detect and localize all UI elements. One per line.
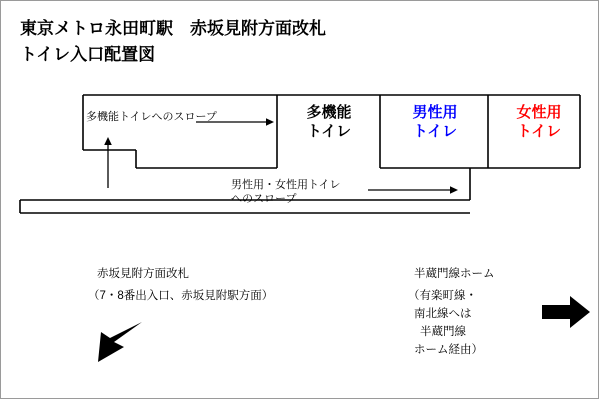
room-label-mens-line1: 男性用	[412, 104, 458, 121]
page-title-line2: トイレ入口配置図	[20, 45, 156, 64]
room-label-womens-line2: トイレ	[516, 122, 562, 140]
room-label-multipurpose-line2: トイレ	[306, 122, 352, 140]
annotation-slope-mens-womens-line1: 男性用・女性用トイレ	[231, 179, 341, 191]
caption-platform-line4: 半蔵門線	[420, 326, 466, 338]
caption-platform-line1: 半蔵門線ホーム	[414, 268, 495, 280]
room-label-mens	[390, 104, 480, 142]
room-label-multipurpose-line1: 多機能	[306, 104, 352, 121]
page-title-line1: 東京メトロ永田町駅 赤坂見附方面改札	[20, 19, 326, 38]
annotation-slope-mens-womens-line2: へのスロープ	[231, 193, 297, 205]
room-label-womens	[498, 104, 580, 142]
annotation-slope-multipurpose: 多機能トイレへのスロープ	[86, 111, 217, 123]
caption-platform-line2: （有楽町線・	[408, 290, 477, 302]
caption-gate-line2: （7・8番出入口、赤坂見附駅方面）	[88, 290, 274, 302]
room-label-womens-line1: 女性用	[516, 104, 562, 121]
arrow-right-icon	[540, 292, 592, 332]
caption-gate-line1: 赤坂見附方面改札	[97, 268, 189, 280]
arrow-down-left-icon	[92, 320, 146, 366]
room-label-mens-line2: トイレ	[412, 122, 458, 140]
caption-platform-line3: 南北線へは	[414, 308, 472, 320]
room-label-multipurpose	[286, 104, 372, 142]
caption-platform-line5: ホーム経由）	[414, 344, 483, 356]
